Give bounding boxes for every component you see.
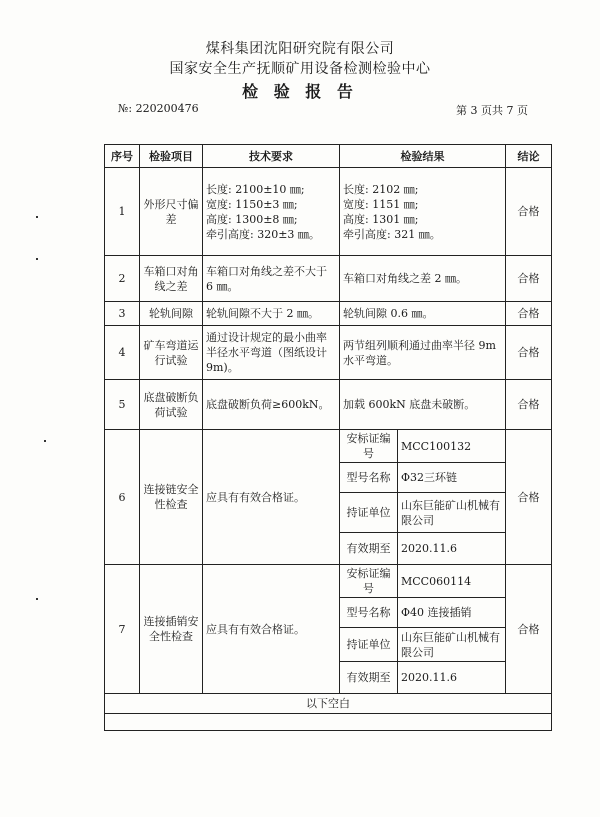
row-requirement [203, 168, 340, 256]
res-line: 牵引高度: 321 ㎜。 [343, 227, 441, 241]
row-requirement: 通过设计规定的最小曲率半径水平弯道（图纸设计 9m)。 [203, 326, 340, 380]
row-item: 轮轨间隙 [140, 302, 203, 326]
sub-label: 安标证编号 [340, 430, 398, 463]
row-result: 轮轨间隙 0.6 ㎜。 [340, 302, 506, 326]
res-line: 高度: 1301 ㎜; [343, 212, 419, 226]
org-name: 煤科集团沈阳研究院有限公司 [205, 41, 395, 57]
sub-label: 持证单位 [340, 493, 398, 533]
sub-value: 2020.11.6 [398, 533, 506, 565]
req-line: 高度: 1300±8 ㎜; [206, 212, 298, 226]
res-line: 宽度: 1151 ㎜; [343, 197, 419, 211]
row-requirement: 车箱口对角线之差不大于 6 ㎜。 [203, 256, 340, 302]
row-conclusion: 合格 [506, 302, 552, 326]
row-result: 车箱口对角线之差 2 ㎜。 [340, 256, 506, 302]
page-info: 第 3 页共 7 页 [456, 104, 528, 117]
req-line: 宽度: 1150±3 ㎜; [206, 197, 298, 211]
row-requirement: 轮轨间隙不大于 2 ㎜。 [203, 302, 340, 326]
sub-label: 持证单位 [340, 628, 398, 662]
table-row [105, 168, 552, 256]
row-item: 底盘破断负荷试验 [140, 380, 203, 430]
blank-cell [105, 714, 552, 731]
row-no: 3 [105, 302, 140, 326]
row-requirement: 应具有有效合格证。 [203, 565, 340, 694]
inspection-table [104, 144, 552, 731]
header-requirement: 技术要求 [203, 145, 340, 168]
sub-value: MCC100132 [398, 430, 506, 463]
sub-label: 安标证编号 [340, 565, 398, 598]
sub-label: 型号名称 [340, 598, 398, 628]
row-conclusion: 合格 [506, 168, 552, 256]
report-title: 检 验 报 告 [242, 82, 358, 101]
blank-note: 以下空白 [105, 694, 552, 714]
row-conclusion: 合格 [506, 256, 552, 302]
row-no: 2 [105, 256, 140, 302]
row-conclusion: 合格 [506, 430, 552, 565]
row-item: 连接链安全性检查 [140, 430, 203, 565]
row-result [340, 168, 506, 256]
row-no: 7 [105, 565, 140, 694]
doc-number: №: 220200476 [118, 102, 199, 115]
row-no: 1 [105, 168, 140, 256]
table-row [105, 256, 552, 302]
sub-label: 型号名称 [340, 463, 398, 493]
row-result: 加载 600kN 底盘未破断。 [340, 380, 506, 430]
table-row [105, 430, 552, 463]
row-item: 外形尺寸偏差 [140, 168, 203, 256]
center-name: 国家安全生产抚顺矿用设备检测检验中心 [169, 61, 431, 77]
table-row [105, 380, 552, 430]
row-conclusion: 合格 [506, 326, 552, 380]
row-no: 5 [105, 380, 140, 430]
header-result: 检验结果 [340, 145, 506, 168]
table-row [105, 302, 552, 326]
header-item: 检验项目 [140, 145, 203, 168]
table-header-row [105, 145, 552, 168]
row-no: 4 [105, 326, 140, 380]
header-no: 序号 [105, 145, 140, 168]
table-row [105, 326, 552, 380]
blank-row [105, 714, 552, 731]
row-conclusion: 合格 [506, 565, 552, 694]
sub-value: Φ32三环链 [398, 463, 506, 493]
row-item: 连接插销安全性检查 [140, 565, 203, 694]
res-line: 长度: 2102 ㎜; [343, 182, 419, 196]
row-requirement: 应具有有效合格证。 [203, 430, 340, 565]
sub-value: 2020.11.6 [398, 662, 506, 694]
row-no: 6 [105, 430, 140, 565]
row-conclusion: 合格 [506, 380, 552, 430]
sub-value: 山东巨能矿山机械有限公司 [398, 628, 506, 662]
sub-value: MCC060114 [398, 565, 506, 598]
table-row [105, 565, 552, 598]
row-result: 两节组列顺利通过曲率半径 9m 水平弯道。 [340, 326, 506, 380]
table-footer-row [105, 694, 552, 714]
row-requirement: 底盘破断负荷≥600kN。 [203, 380, 340, 430]
req-line: 长度: 2100±10 ㎜; [206, 182, 305, 196]
header-conclusion: 结论 [506, 145, 552, 168]
row-item: 车箱口对角线之差 [140, 256, 203, 302]
row-item: 矿车弯道运行试验 [140, 326, 203, 380]
req-line: 牵引高度: 320±3 ㎜。 [206, 227, 320, 241]
sub-label: 有效期至 [340, 533, 398, 565]
sub-value: 山东巨能矿山机械有限公司 [398, 493, 506, 533]
sub-value: Φ40 连接插销 [398, 598, 506, 628]
sub-label: 有效期至 [340, 662, 398, 694]
